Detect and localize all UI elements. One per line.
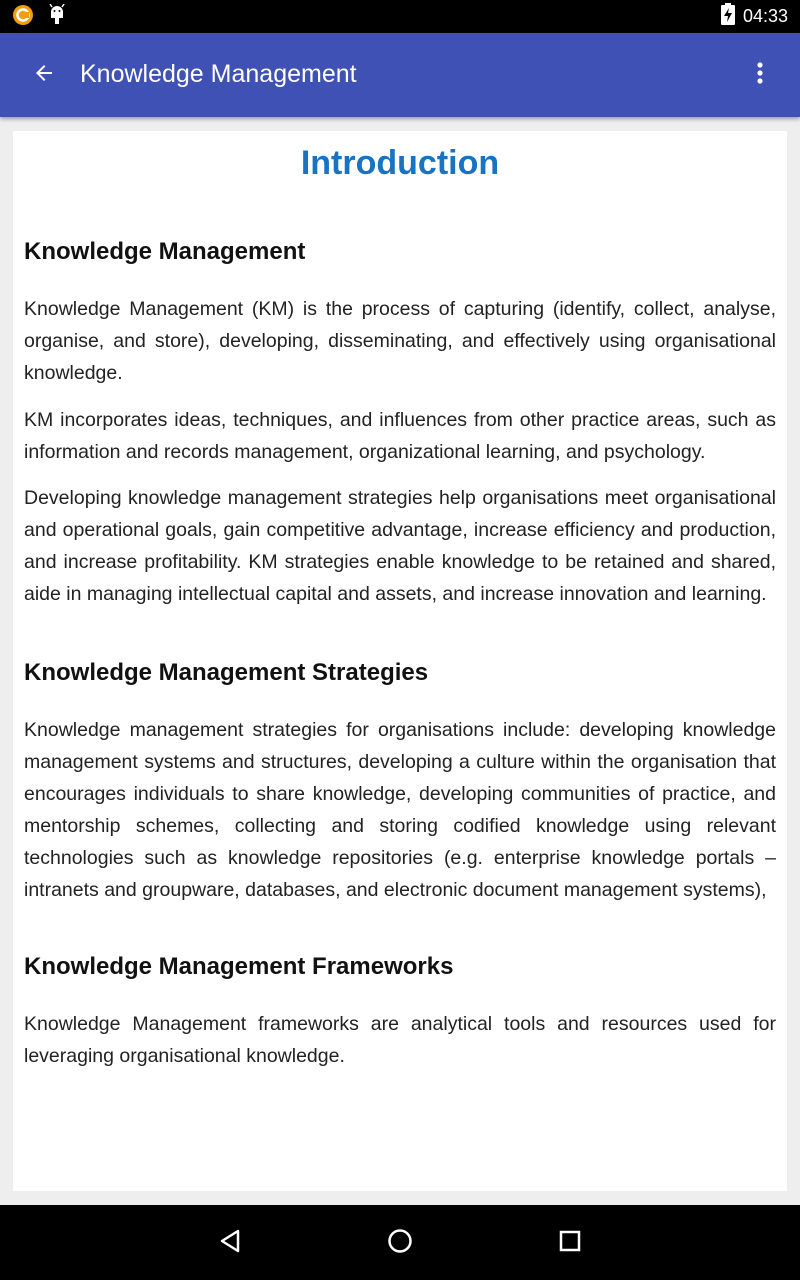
status-bar (0, 0, 800, 33)
nav-recents-icon (556, 1227, 584, 1260)
section-heading-km: Knowledge Management (24, 238, 306, 265)
app-title: Knowledge Management (80, 60, 357, 88)
paragraph: Knowledge Management frameworks are analytical tools and resources used for leveraging organisational knowledge. (24, 1013, 776, 1067)
app-bar (0, 33, 800, 117)
app-notification-icon (12, 4, 34, 31)
arrow-back-icon (32, 61, 56, 90)
battery-charging-icon (721, 3, 735, 30)
nav-home-button[interactable] (384, 1227, 416, 1259)
overflow-menu-button[interactable] (742, 57, 778, 93)
section-heading-frameworks: Knowledge Management Frameworks (24, 953, 454, 980)
nav-recents-button[interactable] (554, 1227, 586, 1259)
back-button[interactable] (26, 57, 62, 93)
android-debug-icon (48, 4, 66, 31)
nav-back-button[interactable] (214, 1227, 246, 1259)
status-time: 04:33 (742, 6, 788, 26)
content-card (13, 131, 787, 1191)
nav-home-icon (386, 1227, 414, 1260)
more-vert-icon (756, 61, 764, 90)
paragraph: Knowledge management strategies for organisations include: developing knowledge management systems and structures, developing a culture within the organisation that encourages individuals to share knowledge, developing communities of practice, and mentorship schemes, collecting and storing codified knowledge using relevant technologies such as knowledge repositories (e.g. enterprise knowledge portals – intranets and groupware, databases, and electronic document management systems), (24, 719, 776, 901)
navigation-bar (0, 1205, 800, 1280)
paragraph: Developing knowledge management strategies help organisations meet organisational and operational goals, gain competitive advantage, increase efficiency and production, and increase profitability. KM strategies enable knowledge to be retained and shared, aide in managing intellectual capital and assets, and increase innovation and learning. (24, 487, 776, 605)
section-heading-strategies: Knowledge Management Strategies (24, 659, 429, 686)
paragraph: Knowledge Management (KM) is the process of capturing (identify, collect, analyse, organise, and store), developing, disseminating, and effectively using organisational knowledge. (24, 298, 776, 384)
paragraph: KM incorporates ideas, techniques, and influences from other practice areas, such as information and records management, organizational learning, and psychology. (24, 409, 776, 463)
page-title: Introduction (300, 144, 500, 182)
nav-back-icon (216, 1227, 244, 1260)
